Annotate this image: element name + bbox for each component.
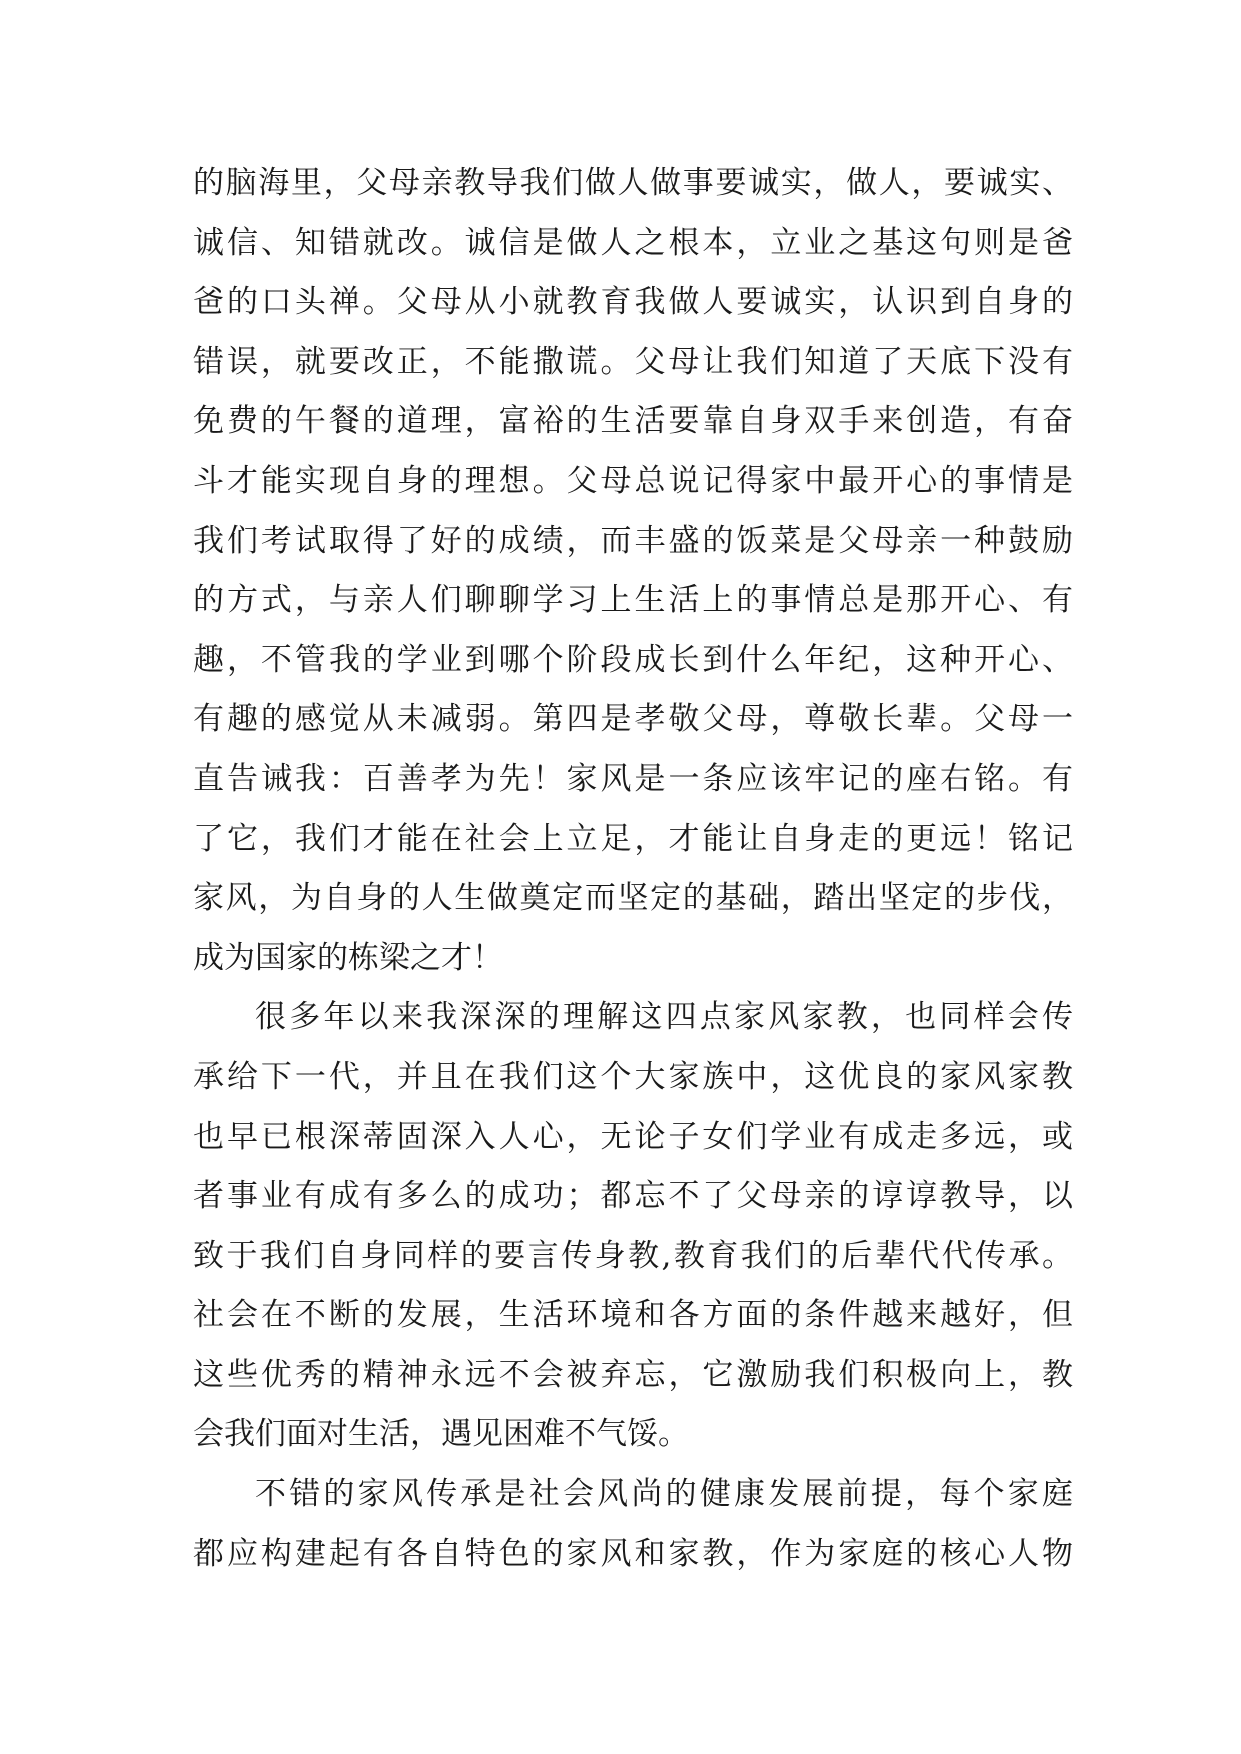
text-line: 成为国家的栋梁之才！: [193, 939, 503, 976]
text-line: 社会在不断的发展，生活环境和各方面的条件越来越好，但: [193, 1297, 1073, 1334]
text-line: 者事业有成有多么的成功；都忘不了父母亲的谆谆教导，以: [193, 1178, 1073, 1215]
text-line: 斗才能实现自身的理想。父母总说记得家中最开心的事情是: [193, 462, 1073, 499]
text-line: 很多年以来我深深的理解这四点家风家教，也同样会传: [255, 999, 1073, 1036]
body-text: [193, 154, 1073, 1584]
text-line: 的方式，与亲人们聊聊学习上生活上的事情总是那开心、有: [193, 582, 1073, 619]
text-line: 都应构建起有各自特色的家风和家教，作为家庭的核心人物: [193, 1535, 1073, 1572]
text-line: 爸的口头禅。父母从小就教育我做人要诚实，认识到自身的: [193, 284, 1073, 321]
text-line: 致于我们自身同样的要言传身教,教育我们的后辈代代传承。: [193, 1237, 1073, 1274]
text-line: 家风，为自身的人生做奠定而坚定的基础，踏出坚定的步伐，: [193, 880, 1073, 917]
text-line: 也早已根深蒂固深入人心，无论子女们学业有成走多远，或: [193, 1118, 1073, 1155]
text-line: 我们考试取得了好的成绩，而丰盛的饭菜是父母亲一种鼓励: [193, 522, 1073, 559]
text-line: 有趣的感觉从未减弱。第四是孝敬父母，尊敬长辈。父母一: [193, 701, 1073, 738]
text-line: 这些优秀的精神永远不会被弃忘，它激励我们积极向上，教: [193, 1356, 1073, 1393]
text-line: 诚信、知错就改。诚信是做人之根本，立业之基这句则是爸: [193, 224, 1073, 261]
text-line: 的脑海里，父母亲教导我们做人做事要诚实，做人，要诚实、: [193, 165, 1073, 201]
text-line: 会我们面对生活，遇见困难不气馁。: [193, 1416, 689, 1453]
text-line: 了它，我们才能在社会上立足，才能让自身走的更远！铭记: [193, 820, 1073, 857]
text-line: 错误，就要改正，不能撒谎。父母让我们知道了天底下没有: [193, 343, 1073, 380]
text-line: 趣，不管我的学业到哪个阶段成长到什么年纪，这种开心、: [193, 641, 1073, 678]
text-line: 免费的午餐的道理，富裕的生活要靠自身双手来创造，有奋: [193, 403, 1073, 440]
text-line: 直告诫我：百善孝为先！家风是一条应该牢记的座右铭。有: [193, 760, 1073, 797]
text-line: 承给下一代，并且在我们这个大家族中，这优良的家风家教: [193, 1058, 1073, 1095]
text-line: 不错的家风传承是社会风尚的健康发展前提，每个家庭: [255, 1476, 1073, 1513]
